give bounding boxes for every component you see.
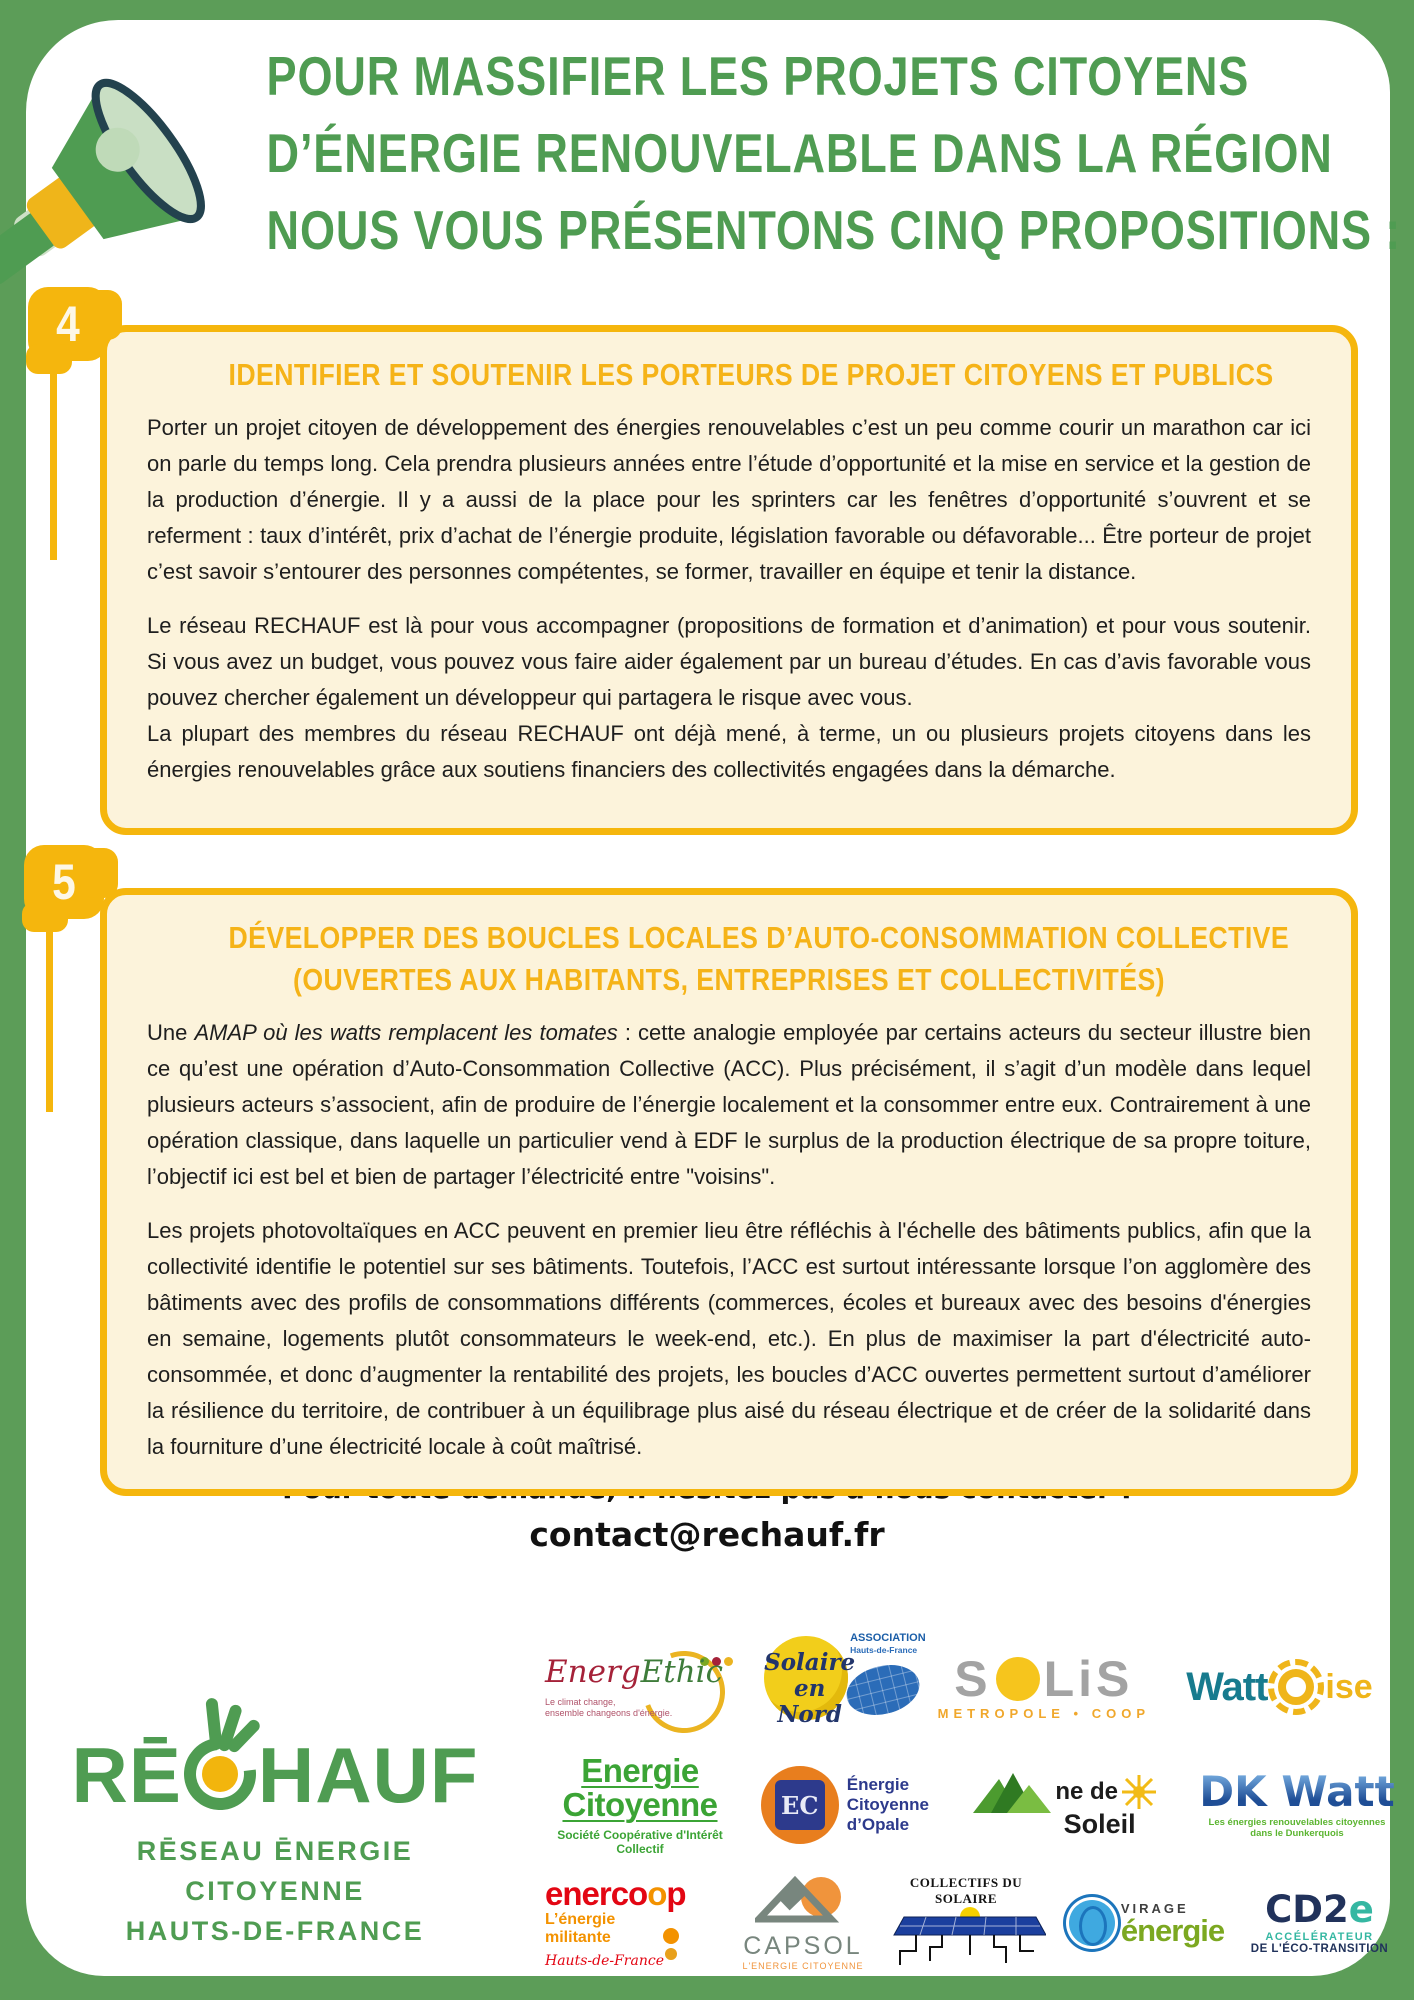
partner-row-2	[545, 1746, 1397, 1864]
rechauf-wordmark-pre: RĒ	[71, 1731, 182, 1819]
cd2e-subtitle-1: ACCÉLÉRATEUR	[1265, 1931, 1374, 1943]
logo-mine-de-soleil	[955, 1771, 1175, 1840]
solis-subtitle: METROPOLE • COOP	[937, 1705, 1151, 1721]
section-5-heading	[147, 917, 1311, 1001]
section-5-paragraph-1	[147, 1015, 1311, 1195]
section-4-paragraph-1: Porter un projet citoyen de développement des énergies renouvelables c’est un peu comme courir un marathon car ici on parle du temps long. Cela prendra plusieurs années entre l’étude d’opportunité et la mise en service et la gestion de la production d’énergie. Il y a aussi de la place pour les sprinters car les fenêtres d’opportunité s’ouvrent et se referment : taux d’intérêt, prix d’achat de l’énergie produite, législation favorable ou défavorable... Être porteur de projet c’est savoir s’entourer des personnes compétentes, se former, travailler en équipe et tenir la distance.	[147, 415, 1311, 584]
solaire-wordmark: Solaire en Nord	[764, 1649, 856, 1728]
section-4-stem-decoration	[50, 358, 57, 560]
wattoise-ise-text: ise	[1325, 1667, 1373, 1706]
section-5-stem-decoration	[46, 916, 53, 1112]
logo-capsol	[736, 1875, 871, 1971]
section-5-number: 5	[52, 854, 76, 910]
partner-row-3	[545, 1864, 1397, 1982]
virage-wordmark: VIRAGE énergie	[1120, 1900, 1225, 1948]
section-4-paragraph-2a: Le réseau RECHAUF est là pour vous accompagner (propositions de formation et d’animation) et pour vous soutenir. Si vous avez un budget, vous pouvez vous faire aider également par un bureau d’études. En cas d’avis favorable vous pouvez chercher également un développeur qui partagera le risque avec vous.	[147, 613, 1311, 710]
logo-solaire-en-nord	[746, 1632, 926, 1742]
wattoise-watt-text: Watt	[1186, 1664, 1268, 1709]
logo-dk-watt	[1197, 1767, 1397, 1839]
energethic-tagline: Le climat change, ensemble changeons d'énergie.	[545, 1697, 673, 1718]
capsol-house-icon	[755, 1875, 851, 1933]
logo-cd2e	[1242, 1888, 1397, 1955]
section-4-box	[100, 325, 1358, 835]
enercoop-subtitle: L’énergie militante	[545, 1911, 616, 1946]
energie-citoyenne-wordmark: Energie Citoyenne	[562, 1752, 718, 1823]
logo-virage-energie	[1062, 1900, 1232, 1946]
collectifs-panel-icon	[886, 1907, 1046, 1971]
paragraph-italic-quote: AMAP où les watts remplacent les tomates	[194, 1020, 618, 1045]
rechauf-subtitle	[55, 1831, 495, 1951]
opale-wordmark: Énergie Citoyenne d’Opale	[846, 1775, 929, 1834]
logo-energethic	[545, 1655, 735, 1719]
partner-row-1	[545, 1628, 1397, 1746]
opale-circle-icon	[761, 1766, 839, 1844]
rechauf-hand-sun-icon	[184, 1738, 256, 1810]
capsol-wordmark: CAPSOL	[743, 1932, 863, 1960]
section-5-number-badge	[24, 845, 104, 919]
partner-logos	[545, 1628, 1397, 1982]
collectifs-title: COLLECTIFS DU SOLAIRE	[909, 1875, 1023, 1906]
section-5-heading-line-1: DÉVELOPPER DES BOUCLES LOCALES D’AUTO-CONSOMMATION COLLECTIVE	[228, 920, 1290, 955]
dk-watt-wordmark: DK Watt	[1199, 1767, 1395, 1816]
rechauf-wordmark	[55, 1731, 495, 1819]
enercoop-person-icon	[663, 1928, 679, 1944]
mountains-icon	[973, 1771, 1051, 1813]
title-line-1: POUR MASSIFIER LES PROJETS CITOYENS	[266, 45, 1250, 107]
section-4-number: 4	[56, 296, 80, 352]
energie-citoyenne-subtitle: Société Coopérative d'Intérêt Collectif	[557, 1828, 723, 1856]
section-5-heading-line-2: (OUVERTES AUX HABITANTS, ENTREPRISES ET COLLECTIVITÉS)	[293, 962, 1165, 997]
section-5-box	[100, 888, 1358, 1496]
rechauf-wordmark-post: HAUF	[257, 1731, 479, 1819]
logo-enercoop	[545, 1877, 725, 1969]
solis-wordmark: S LiS	[954, 1650, 1134, 1707]
solis-sun-icon	[996, 1657, 1040, 1701]
solaire-association-label: ASSOCIATION Hauts-de-France	[850, 1632, 926, 1655]
contact-email: contact@rechauf.fr	[529, 1515, 885, 1554]
logo-energie-citoyenne	[545, 1754, 735, 1856]
megaphone-icon	[0, 28, 241, 338]
logo-collectifs-du-solaire	[881, 1875, 1051, 1971]
logo-rechauf	[55, 1731, 495, 1951]
section-4-heading: IDENTIFIER ET SOUTENIR LES PORTEURS DE PROJET CITOYENS ET PUBLICS	[228, 357, 1274, 392]
opale-monogram: EC	[775, 1780, 825, 1830]
capsol-subtitle: L'ENERGIE CITOYENNE	[742, 1961, 864, 1971]
energethic-wordmark: EnergEthic	[545, 1654, 723, 1690]
logo-wattoise	[1162, 1659, 1397, 1715]
logo-solis	[936, 1650, 1151, 1721]
rechauf-subtitle-line-1: RĒSEAU ĒNERGIE CITOYENNE	[136, 1836, 414, 1906]
cd2e-subtitle-2: DE L'ÉCO-TRANSITION	[1250, 1943, 1389, 1955]
sun-star-icon	[1122, 1775, 1156, 1809]
paragraph-rest: : cette analogie employée par certains acteurs du secteur illustre bien ce qu’est une opération d’Auto-Consommation Collective (ACC). Plus précisément, il s’agit d’un modèle dans lequel plusieurs acteurs s’associent, afin de produire de l’énergie localement et la consommer entre eux. Contrairement à une opération classique, dans laquelle un particulier vend à EDF le surplus de la production électrique de sa propre toiture, l’objectif ici est bel et bien de partager l’électricité entre "voisins".	[147, 1020, 1311, 1189]
wattoise-sun-icon	[1268, 1659, 1324, 1715]
section-5-paragraph-2: Les projets photovoltaïques en ACC peuvent en premier lieu être réfléchis à l'échelle des bâtiments publics, afin que la collectivité identifie le potentiel sur ses bâtiments. Toutefois, l’ACC est surtout intéressante lorsque l’on agglomère des bâtiments avec des profils de consommations différents (commerces, écoles et bureaux avec des besoins d'énergies en semaine, logements plutôt consommateurs le week-end, etc.). En plus de maximiser la part d'électricité auto-consommée, et donc d’augmenter la rentabilité des projets, les boucles d’ACC ouvertes permettent surtout d’améliorer la résilience du territoire, de contribuer à un équilibrage plus aisé du réseau électrique et de créer de la solidarité dans la fourniture d’une électricité locale à coût maîtrisé.	[147, 1218, 1311, 1459]
cd2e-wordmark: CD2e	[1265, 1888, 1374, 1931]
enercoop-wordmark: enercoop	[545, 1875, 686, 1912]
title-line-2: D’ÉNERGIE RENOUVELABLE DANS LA RÉGION	[266, 122, 1333, 184]
dk-watt-tagline: Les énergies renouvelables citoyennes dans le Dunkerquois	[1208, 1817, 1386, 1839]
mine-de-soleil-row1: ne de	[973, 1771, 1156, 1813]
logo-energie-citoyenne-opale	[757, 1766, 932, 1844]
virage-globe-icon	[1069, 1900, 1115, 1946]
rechauf-subtitle-line-2: HAUTS-DE-FRANCE	[125, 1916, 425, 1946]
paragraph-prefix: Une	[147, 1020, 195, 1045]
section-4-paragraph-2	[147, 608, 1311, 788]
mine-de-soleil-soleil-text: Soleil	[1063, 1808, 1136, 1839]
enercoop-region: Hauts-de-France	[545, 1953, 664, 1969]
title-line-3: NOUS VOUS PRÉSENTONS CINQ PROPOSITIONS :	[266, 199, 1402, 261]
page-title	[160, 38, 1402, 269]
section-4-paragraph-2b: La plupart des membres du réseau RECHAUF ont déjà mené, à terme, un ou plusieurs projets citoyens dans les énergies renouvelables grâce aux soutiens financiers des collectivités engagées dans la démarche.	[147, 721, 1311, 782]
